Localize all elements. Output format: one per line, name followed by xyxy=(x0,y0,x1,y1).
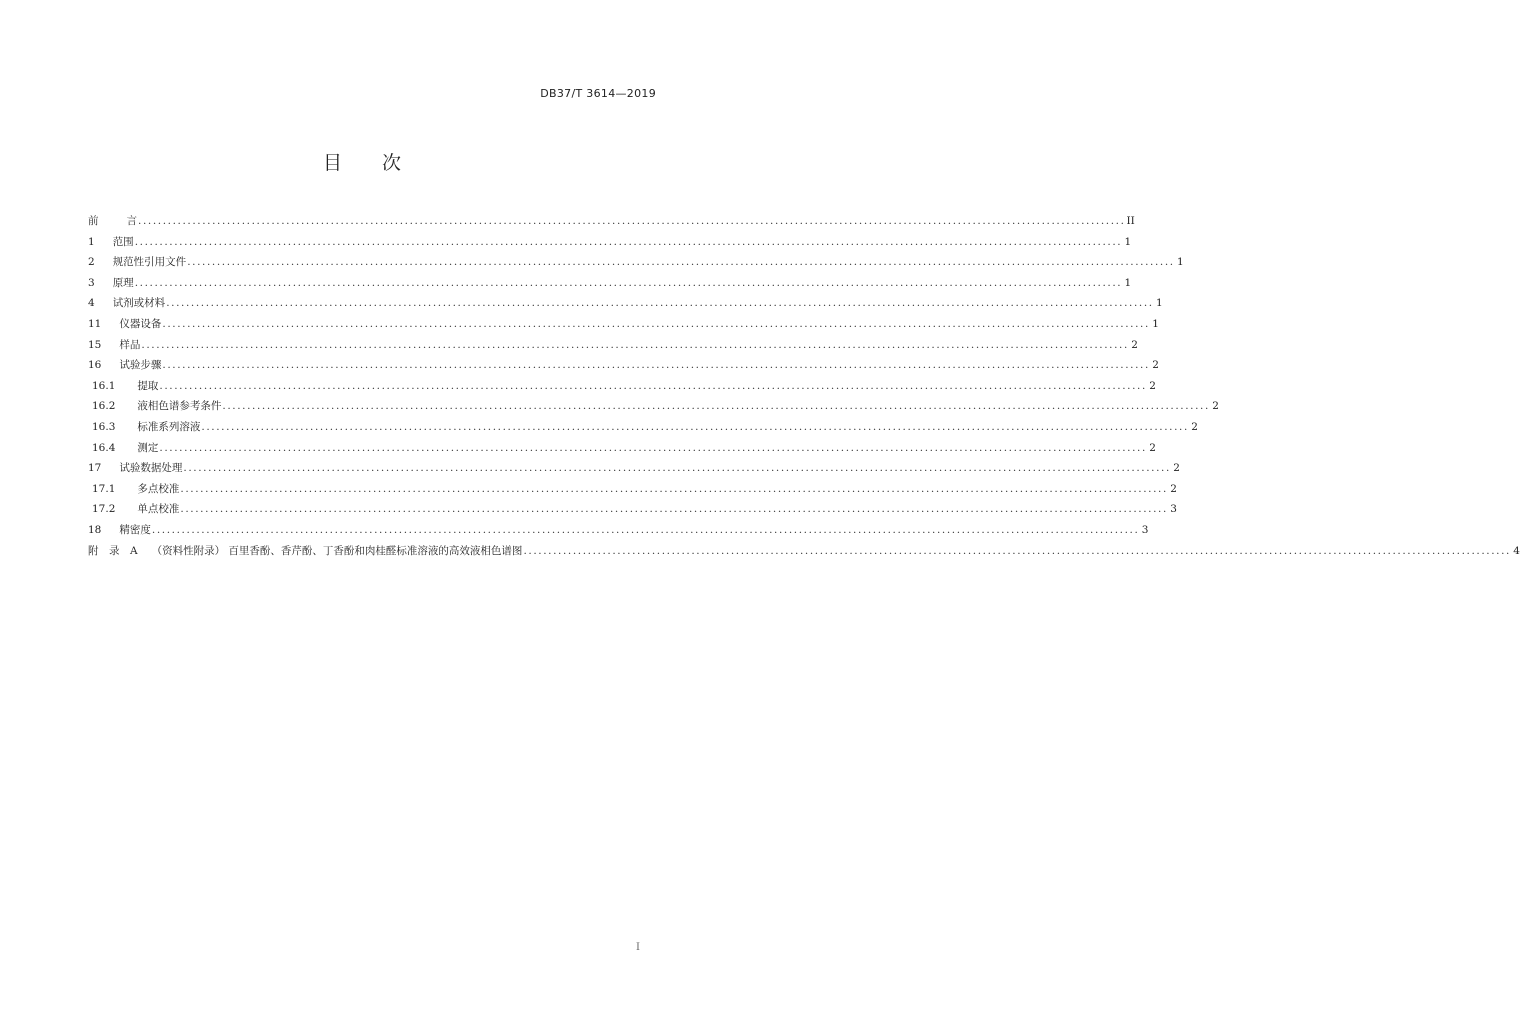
toc-entry-page: 2 xyxy=(1131,338,1138,351)
title-char-2: 次 xyxy=(382,152,402,174)
toc-entry-page: 1 xyxy=(1156,297,1163,310)
toc-entry-page: 2 xyxy=(1152,359,1159,372)
standard-code: DB37/T 3614—2019 xyxy=(540,87,656,100)
toc-entry-label: 样品 xyxy=(119,338,141,351)
toc-entry-page: 4 xyxy=(1513,544,1520,557)
toc-entry[interactable] xyxy=(88,232,1132,253)
toc-leader-dots: ........................................................................................................................................................................................................ xyxy=(183,462,1171,475)
toc-entry[interactable] xyxy=(88,314,1159,335)
toc-leader-dots: ........................................................................................................................................................................................................ xyxy=(159,441,1147,454)
toc-entry[interactable] xyxy=(88,541,1520,562)
toc-entry-number: 2 xyxy=(88,256,95,269)
toc-entry-number: 18 xyxy=(88,523,102,536)
toc-entry-page: 2 xyxy=(1149,441,1156,454)
toc-entry-number: 16.4 xyxy=(92,441,116,454)
toc-leader-dots: ........................................................................................................................................................................................................ xyxy=(187,256,1175,269)
toc-entry[interactable] xyxy=(88,376,1156,397)
title-char-1: 目 xyxy=(322,152,342,174)
toc-entry-number: 17 xyxy=(88,462,102,475)
toc-leader-dots: ........................................................................................................................................................................................................ xyxy=(222,400,1210,413)
toc-entry-page: 1 xyxy=(1177,256,1184,269)
toc-entry-label: 提取 xyxy=(137,379,159,392)
toc-entry[interactable] xyxy=(88,396,1219,417)
toc-entry-label: 精密度 xyxy=(119,523,151,536)
toc-leader-dots: ........................................................................................................................................................................................................ xyxy=(151,523,1140,536)
toc-entry-number: 16.1 xyxy=(92,379,116,392)
page-title xyxy=(0,148,724,175)
toc-entry-label: 试验步骤 xyxy=(119,359,162,372)
toc-entry[interactable] xyxy=(88,273,1132,294)
toc-entry[interactable] xyxy=(88,355,1159,376)
toc-entry-page: 2 xyxy=(1170,482,1177,495)
toc-entry-page: 1 xyxy=(1152,317,1159,330)
toc-entry-label: 标准系列溶液 xyxy=(137,420,201,433)
toc-entry-number: 附 录 A xyxy=(88,544,138,557)
table-of-contents xyxy=(88,211,1520,561)
toc-leader-dots: ........................................................................................................................................................................................................ xyxy=(159,379,1147,392)
toc-entry-page: 3 xyxy=(1141,523,1149,536)
toc-leader-dots: ........................................................................................................................................................................................................ xyxy=(162,359,1150,372)
toc-entry-number: 16.3 xyxy=(92,420,116,433)
toc-entry-label: 液相色谱参考条件 xyxy=(137,400,222,413)
toc-entry-page: 2 xyxy=(1149,379,1156,392)
toc-entry[interactable] xyxy=(88,479,1177,500)
toc-leader-dots: ........................................................................................................................................................................................................ xyxy=(166,297,1154,310)
toc-entry-label: 范围 xyxy=(112,235,134,248)
toc-entry-number: 15 xyxy=(88,338,102,351)
toc-entry-label: 单点校准 xyxy=(137,503,180,516)
toc-entry-label: 仪器设备 xyxy=(119,317,162,330)
toc-leader-dots: ........................................................................................................................................................................................................ xyxy=(134,235,1123,248)
toc-entry-label: 多点校准 xyxy=(137,482,180,495)
toc-entry-page: 1 xyxy=(1124,276,1132,289)
toc-leader-dots: ........................................................................................................................................................................................................ xyxy=(523,544,1511,557)
toc-entry[interactable] xyxy=(88,252,1184,273)
toc-entry-number: 1 xyxy=(88,235,95,248)
toc-leader-dots: ........................................................................................................................................................................................................ xyxy=(134,276,1123,289)
toc-entry-label: 规范性引用文件 xyxy=(112,256,187,269)
toc-entry[interactable] xyxy=(88,520,1149,541)
toc-entry-page: 3 xyxy=(1170,503,1177,516)
toc-leader-dots: ........................................................................................................................................................................................................ xyxy=(138,215,1126,227)
toc-entry-number: 4 xyxy=(88,297,95,310)
toc-leader-dots: ........................................................................................................................................................................................................ xyxy=(162,317,1150,330)
toc-entry[interactable] xyxy=(88,293,1163,314)
toc-entry-page: 2 xyxy=(1191,420,1198,433)
toc-entry-page: II xyxy=(1126,215,1135,227)
page-number: I xyxy=(636,942,640,953)
toc-entry-number: 16 xyxy=(88,359,102,372)
toc-entry-number: 前 xyxy=(88,215,99,227)
toc-entry-label: 试验数据处理 xyxy=(119,462,183,475)
toc-entry-label: （资料性附录） 百里香酚、香芹酚、丁香酚和肉桂醛标准溶液的高效液相色谱图 xyxy=(151,544,523,557)
toc-entry[interactable] xyxy=(88,335,1138,356)
toc-entry[interactable] xyxy=(88,438,1156,459)
toc-entry-page: 2 xyxy=(1173,462,1180,475)
toc-entry-label: 言 xyxy=(126,215,137,227)
toc-entry-number: 17.1 xyxy=(92,482,116,495)
toc-entry[interactable] xyxy=(88,211,1135,232)
toc-leader-dots: ........................................................................................................................................................................................................ xyxy=(201,420,1189,433)
toc-leader-dots: ........................................................................................................................................................................................................ xyxy=(141,338,1129,351)
toc-entry-label: 测定 xyxy=(137,441,159,454)
toc-entry[interactable] xyxy=(88,417,1198,438)
toc-entry-number: 16.2 xyxy=(92,400,116,413)
toc-entry-number: 3 xyxy=(88,276,95,289)
toc-entry-page: 2 xyxy=(1212,400,1219,413)
toc-entry[interactable] xyxy=(88,499,1177,520)
toc-entry-label: 原理 xyxy=(112,276,134,289)
toc-entry-number: 11 xyxy=(88,317,102,330)
toc-entry[interactable] xyxy=(88,458,1180,479)
toc-leader-dots: ........................................................................................................................................................................................................ xyxy=(180,503,1168,516)
toc-entry-number: 17.2 xyxy=(92,503,116,516)
toc-entry-label: 试剂或材料 xyxy=(112,297,166,310)
toc-entry-page: 1 xyxy=(1124,235,1132,248)
toc-leader-dots: ........................................................................................................................................................................................................ xyxy=(180,482,1168,495)
